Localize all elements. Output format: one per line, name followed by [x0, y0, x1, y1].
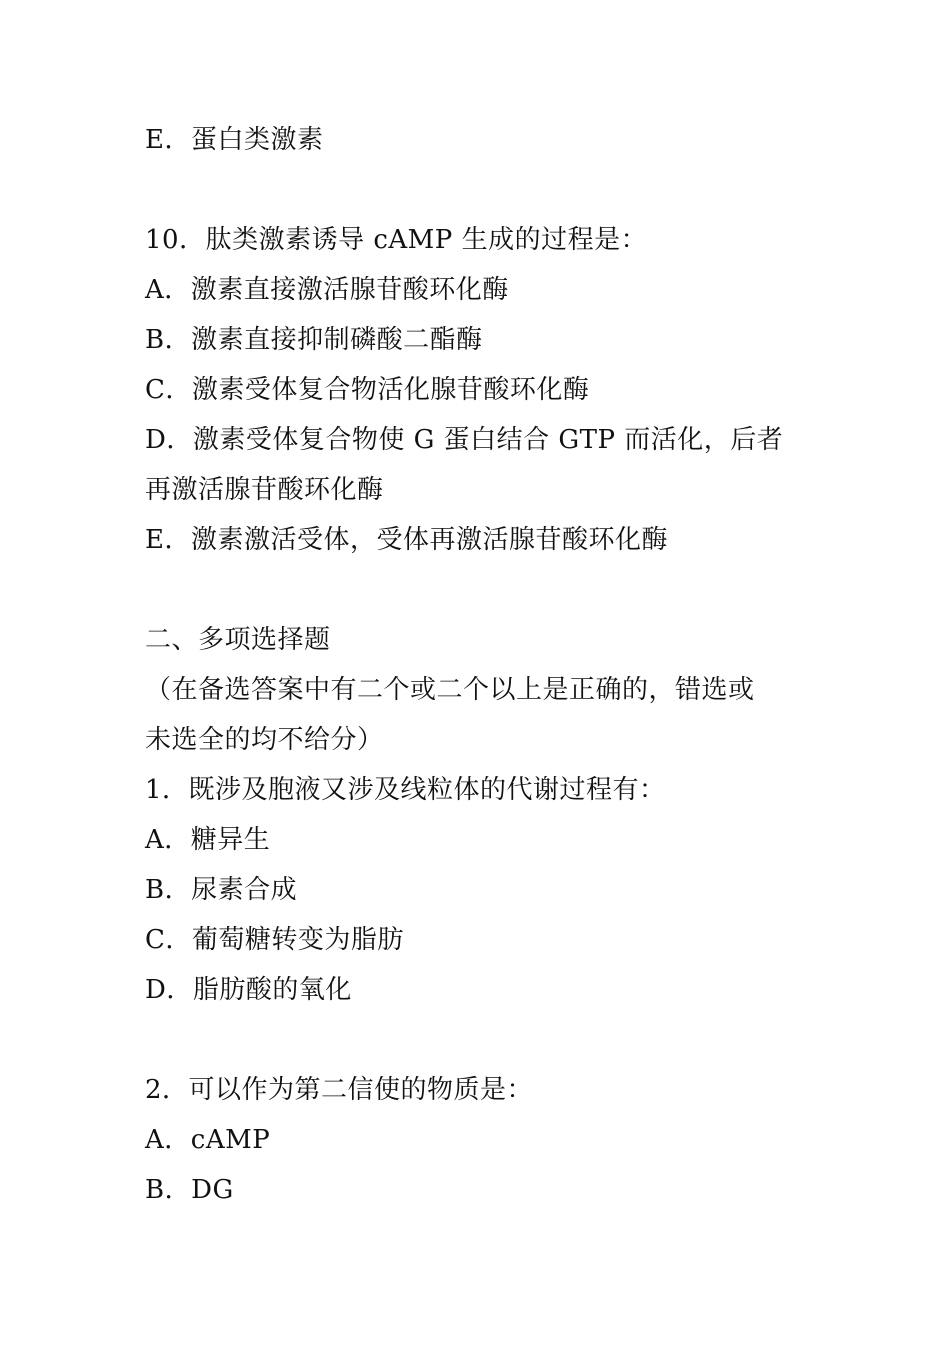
- question-10-option-c: C．激素受体复合物活化腺苷酸环化酶: [145, 375, 590, 405]
- question-10-option-b: B．激素直接抑制磷酸二酯酶: [145, 325, 483, 355]
- section-instruction-line1: （在备选答案中有二个或二个以上是正确的，错选或: [145, 675, 755, 705]
- section-instruction-line2: 未选全的均不给分）: [145, 725, 384, 755]
- question-1-stem: 1．既涉及胞液又涉及线粒体的代谢过程有：: [145, 775, 666, 805]
- question-1-option-d: D．脂肪酸的氧化: [145, 975, 352, 1005]
- section-title: 二、多项选择题: [145, 625, 331, 655]
- question-1-option-b: B．尿素合成: [145, 875, 298, 905]
- question-2-option-b: B．DG: [145, 1175, 234, 1205]
- question-10-stem: 10．肽类激素诱导 cAMP 生成的过程是：: [145, 225, 648, 255]
- question-10-option-d-line1: D．激素受体复合物使 G 蛋白结合 GTP 而活化，后者: [145, 425, 784, 455]
- prev-question-option-e: E．蛋白类激素: [145, 125, 324, 155]
- question-10-option-e: E．激素激活受体，受体再激活腺苷酸环化酶: [145, 525, 668, 555]
- question-10-option-d-line2: 再激活腺苷酸环化酶: [145, 475, 384, 505]
- question-10-option-a: A．激素直接激活腺苷酸环化酶: [145, 275, 509, 305]
- question-1-option-a: A．糖异生: [145, 825, 271, 855]
- question-1-option-c: C．葡萄糖转变为脂肪: [145, 925, 404, 955]
- question-2-option-a: A．cAMP: [145, 1125, 271, 1155]
- question-2-stem: 2．可以作为第二信使的物质是：: [145, 1075, 534, 1105]
